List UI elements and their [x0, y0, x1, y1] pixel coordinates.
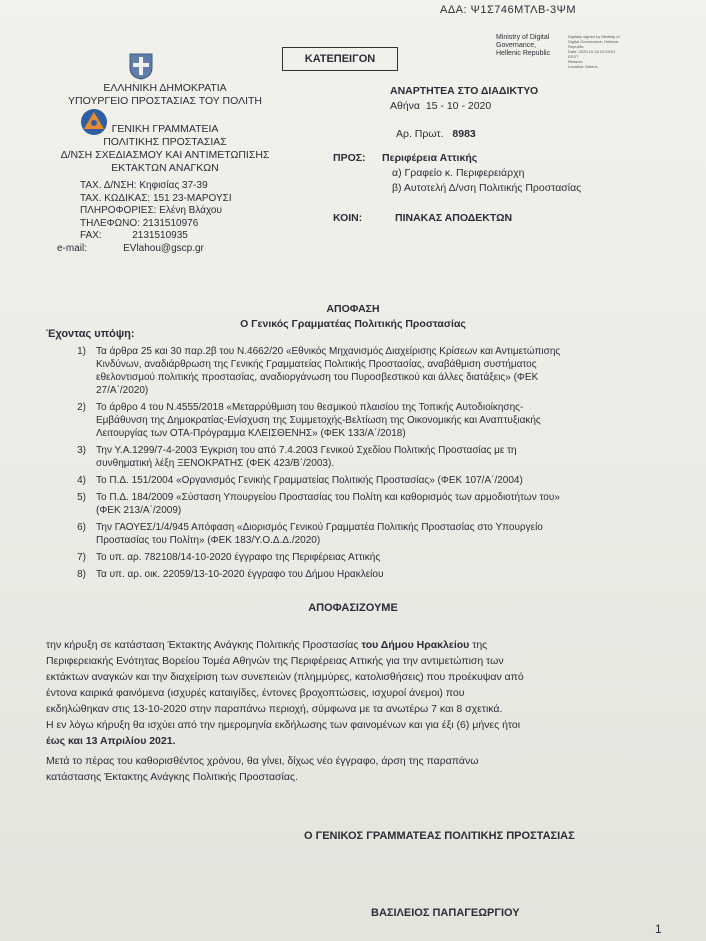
considering-heading: Έχοντας υπόψη:	[46, 328, 135, 340]
list-item: 5) Το Π.Δ. 184/2009 «Σύσταση Υπουργείου Προστασίας του Πολίτη και καθορισμός των αρμοδιοτήτων του» (ΦΕΚ 213/Α΄/2009)	[77, 492, 560, 516]
greek-emblem-icon	[128, 52, 154, 80]
considering-list	[72, 345, 560, 581]
list-item: 8) Τα υπ. αρ. οικ. 22059/13-10-2020 έγγραφο του Δήμου Ηρακλείου	[77, 569, 384, 580]
secretariat-header: ΓΕΝΙΚΗ ΓΡΑΜΜΑΤΕΙΑ ΠΟΛΙΤΙΚΗΣ ΠΡΟΣΤΑΣΙΑΣ Δ/ΝΣΗ ΣΧΕΔΙΑΣΜΟΥ ΚΑΙ ΑΝΤΙΜΕΤΩΠΙΣΗΣ ΕΚΤΑΚΤΩΝ ΑΝΑΓΚΩΝ	[60, 123, 270, 174]
to-label: ΠΡΟΣ:	[333, 152, 366, 164]
cc-value: ΠΙΝΑΚΑΣ ΑΠΟΔΕΚΤΩΝ	[395, 212, 513, 224]
to-office-b: β) Αυτοτελή Δ/νση Πολιτικής Προστασίας	[392, 182, 582, 194]
signatory-name: ΒΑΣΙΛΕΙΟΣ ΠΑΠΑΓΕΩΡΓΙΟΥ	[371, 907, 520, 919]
digital-signature-details: Digitally signed by Ministry of Digital Governance, Hellenic Republic Date: 2020.10.15 12:09:01 EEST Reason: Location: Athens	[568, 34, 620, 69]
list-item: 4) Το Π.Δ. 151/2004 «Οργανισμός Γενικής Γραμματείας Πολιτικής Προστασίας» (ΦΕΚ 107/Α΄/2004)	[77, 475, 523, 486]
decision-title: ΑΠΟΦΑΣΗ	[326, 303, 380, 315]
urgent-label: ΚΑΤΕΠΕΙΓΟΝ	[282, 47, 398, 71]
protocol-number: Αρ. Πρωτ. 8983	[396, 128, 476, 140]
list-item: 7) Το υπ. αρ. 782108/14-10-2020 έγγραφο της Περιφέρειας Αττικής	[77, 552, 381, 563]
list-item: 3) Την Υ.Α.1299/7-4-2003 Έγκριση του από 7.4.2003 Γενικού Σχεδίου Πολιτικής Προστασίας με τη συνθηματική λέξη ΞΕΝΟΚΡΑΤΗΣ (ΦΕΚ 423/Β΄/2003).	[77, 445, 517, 469]
ministry-header: ΕΛΛΗΝΙΚΗ ΔΗΜΟΚΡΑΤΙΑ ΥΠΟΥΡΓΕΙΟ ΠΡΟΣΤΑΣΙΑΣ ΤΟΥ ΠΟΛΙΤΗ	[68, 82, 262, 107]
signatory-title: Ο ΓΕΝΙΚΟΣ ΓΡΑΜΜΑΤΕΑΣ ΠΟΛΙΤΙΚΗΣ ΠΡΟΣΤΑΣΙΑΣ	[304, 830, 575, 842]
document-date: Αθήνα 15 - 10 - 2020	[390, 100, 492, 112]
cc-label: ΚΟΙΝ:	[333, 212, 363, 224]
page-number: 1	[655, 922, 662, 936]
list-item: 2) Το άρθρο 4 του Ν.4555/2018 «Μεταρρύθμιση του θεσμικού πλαισίου της Τοπικής Αυτοδιοίκησης- Εμβάθυνση της Δημοκρατίας-Ενίσχυση της Συμμετοχής-Βελτίωση της Οικονομικής και Αναπτυξιακής Λειτουργίας των ΟΤΑ-Πρόγραμμα ΚΛΕΙΣΘΕΝΗΣ» (ΦΕΚ 133/Α΄/2018)	[77, 402, 541, 439]
post-online-notice: ΑΝΑΡΤΗΤΕΑ ΣΤΟ ΔΙΑΔΙΚΤΥΟ	[390, 85, 539, 97]
list-item: 1) Τα άρθρα 25 και 30 παρ.2β του Ν.4662/20 «Εθνικός Μηχανισμός Διαχείρισης Κρίσεων και Αντιμετώπισης Κινδύνων, αναδιάρθρωση της Γενικής Γραμματείας Πολιτικής Προστασίας, αναβάθμιση συστήματος εθελοντισμού πολιτικής προστασίας, αναδιοργάνωση του Πυροσβεστικού και άλλες διατάξεις» (ΦΕΚ 27/Α΄/2020)	[77, 346, 561, 396]
decision-text: την κήρυξη σε κατάσταση Έκτακτης Ανάγκης Πολιτικής Προστασίας του Δήμου Ηρακλείου της Περιφερειακής Ενότητας Βορείου Τομέα Αθηνών της Περιφέρειας Αττικής για την αντιμετώπιση των εκτάκτων αναγκών και την διαχείριση των συνεπειών (πλημμύρες, κατολισθήσεις) που προέκυψαν από έντονα καιρικά φαινόμενα (ισχυρές καταιγίδες, έντονες βροχοπτώσεις, ισχυροί άνεμοι) που εκδηλώθηκαν στις 13-10-2020 στην παραπάνω περιοχή, σύμφωνα με τα ανωτέρω 7 και 8 σχετικά. Η εν λόγω κήρυξη θα ισχύει από την ημερομηνία εκδήλωσης των φαινομένων και για έξι (6) μήνες ήτοι έως και 13 Απριλίου 2021. Μετά το πέρας του καθορισθέντος χρόνου, θα γίνει, δίχως νέο έγγραφο, άρση της παραπάνω κατάστασης Έκτακτης Ανάγκης Πολιτικής Προστασίας.	[46, 639, 524, 783]
digital-signature: Ministry of Digital Governance, Hellenic Republic	[496, 34, 551, 57]
to-office-a: α) Γραφείο κ. Περιφερειάρχη	[392, 167, 525, 179]
decision-subtitle: Ο Γενικός Γραμματέας Πολιτικής Προστασίας	[240, 318, 466, 330]
we-decide-heading: ΑΠΟΦΑΣΙΖΟΥΜΕ	[308, 602, 398, 614]
to-name: Περιφέρεια Αττικής	[382, 152, 478, 164]
list-item: 6) Την ΓΑΟΥΕΣ/1/4/945 Απόφαση «Διορισμός Γενικού Γραμματέα Πολιτικής Προστασίας στο Υπουργείο Προστασίας του Πολίτη» (ΦΕΚ 183/Υ.Ο.Δ.Δ./2020)	[77, 522, 543, 546]
ada-code: ΑΔΑ: Ψ1Σ746ΜΤΛΒ-3ΨΜ	[440, 4, 576, 16]
sender-contacts: ΤΑΧ. Δ/ΝΣΗ: Κηφισίας 37-39 ΤΑΧ. ΚΩΔΙΚΑΣ: 151 23-ΜΑΡΟΥΣΙ ΠΛΗΡΟΦΟΡΙΕΣ: Ελένη Βλάχου ΤΗΛΕΦΩΝΟ: 2131510976 FAX: 2131510935 e-mail: EVlahou@gscp.gr	[57, 180, 232, 254]
